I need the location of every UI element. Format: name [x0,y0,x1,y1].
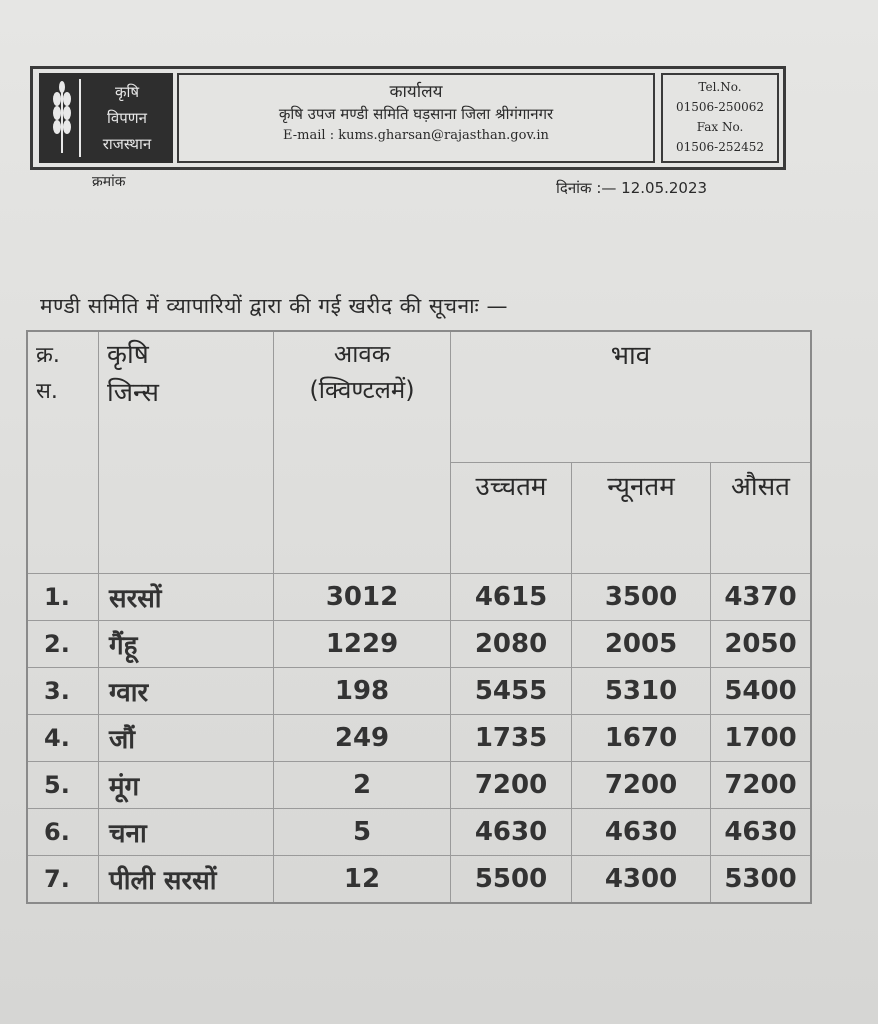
row-arrival: 5 [274,809,451,856]
office-email: E-mail : kums.gharsan@rajasthan.gov.in [283,128,549,143]
header-price: भाव [451,331,812,463]
row-commodity: गैंहू [99,621,274,668]
table-row [27,809,811,856]
row-max: 5455 [451,668,572,715]
header-arrival-line2: (क्विण्टलमें) [309,376,415,404]
row-arrival: 1229 [274,621,451,668]
row-avg: 2050 [711,621,812,668]
row-serial: 7. [27,856,99,904]
tel-label: Tel.No. [698,80,742,94]
row-min: 4300 [572,856,711,904]
tel-number: 01506-250062 [675,100,765,114]
logo-line-2: विपणन [107,109,147,127]
date: दिनांक :— 12.05.2023 [556,179,708,197]
header-arrival-line1: आवक [333,340,391,368]
row-max: 1735 [451,715,572,762]
logo-line-1: कृषि [114,83,140,101]
row-arrival: 12 [274,856,451,904]
header-commodity [99,331,274,574]
row-min: 2005 [572,621,711,668]
row-commodity: चना [99,809,274,856]
row-serial: 4. [27,715,99,762]
reference-number-label: क्रमांक [92,174,126,190]
row-max: 7200 [451,762,572,809]
fax-number: 01506-252452 [675,140,765,154]
row-serial: 3. [27,668,99,715]
header-arrival [274,331,451,574]
row-arrival: 198 [274,668,451,715]
contact-info [661,73,779,163]
row-arrival: 3012 [274,574,451,621]
header-serial [27,331,99,574]
row-min: 5310 [572,668,711,715]
purchase-table [26,330,812,904]
row-max: 5500 [451,856,572,904]
row-avg: 4630 [711,809,812,856]
header-avg: औसत [711,463,812,574]
table-row [27,574,811,621]
row-max: 4630 [451,809,572,856]
table-row [27,856,811,904]
row-arrival: 2 [274,762,451,809]
row-avg: 7200 [711,762,812,809]
row-serial: 5. [27,762,99,809]
table-row [27,621,811,668]
wheat-icon [45,79,81,157]
row-avg: 5400 [711,668,812,715]
table-header-row [27,331,811,463]
header-max: उच्चतम [451,463,572,574]
office-title: कार्यालय [389,82,443,102]
row-commodity: मूंग [99,762,274,809]
row-max: 2080 [451,621,572,668]
table-row [27,668,811,715]
row-min: 3500 [572,574,711,621]
header-min: न्यूनतम [572,463,711,574]
row-min: 7200 [572,762,711,809]
table-row [27,762,811,809]
row-commodity: सरसों [99,574,274,621]
document-heading: मण्डी समिति में व्यापारियों द्वारा की गई खरीद की सूचनाः — [40,294,508,318]
row-commodity: पीली सरसों [99,856,274,904]
row-min: 4630 [572,809,711,856]
header-serial-line2: स. [36,379,58,404]
row-serial: 2. [27,621,99,668]
header-commodity-line1: कृषि [107,340,149,370]
header-commodity-line2: जिन्स [107,378,159,408]
office-name: कृषि उपज मण्डी समिति घड़साना जिला श्रीगंगानगर [278,105,554,123]
row-avg: 4370 [711,574,812,621]
row-commodity: जौं [99,715,274,762]
logo [39,73,173,163]
row-commodity: ग्वार [99,668,274,715]
header-serial-line1: क्र. [36,343,60,368]
row-avg: 5300 [711,856,812,904]
row-max: 4615 [451,574,572,621]
office-info [177,73,655,163]
row-avg: 1700 [711,715,812,762]
logo-text [87,79,167,157]
row-serial: 6. [27,809,99,856]
fax-label: Fax No. [696,120,744,134]
logo-line-3: राजस्थान [102,135,152,153]
row-min: 1670 [572,715,711,762]
letterhead [30,66,786,170]
row-arrival: 249 [274,715,451,762]
table-row [27,715,811,762]
row-serial: 1. [27,574,99,621]
